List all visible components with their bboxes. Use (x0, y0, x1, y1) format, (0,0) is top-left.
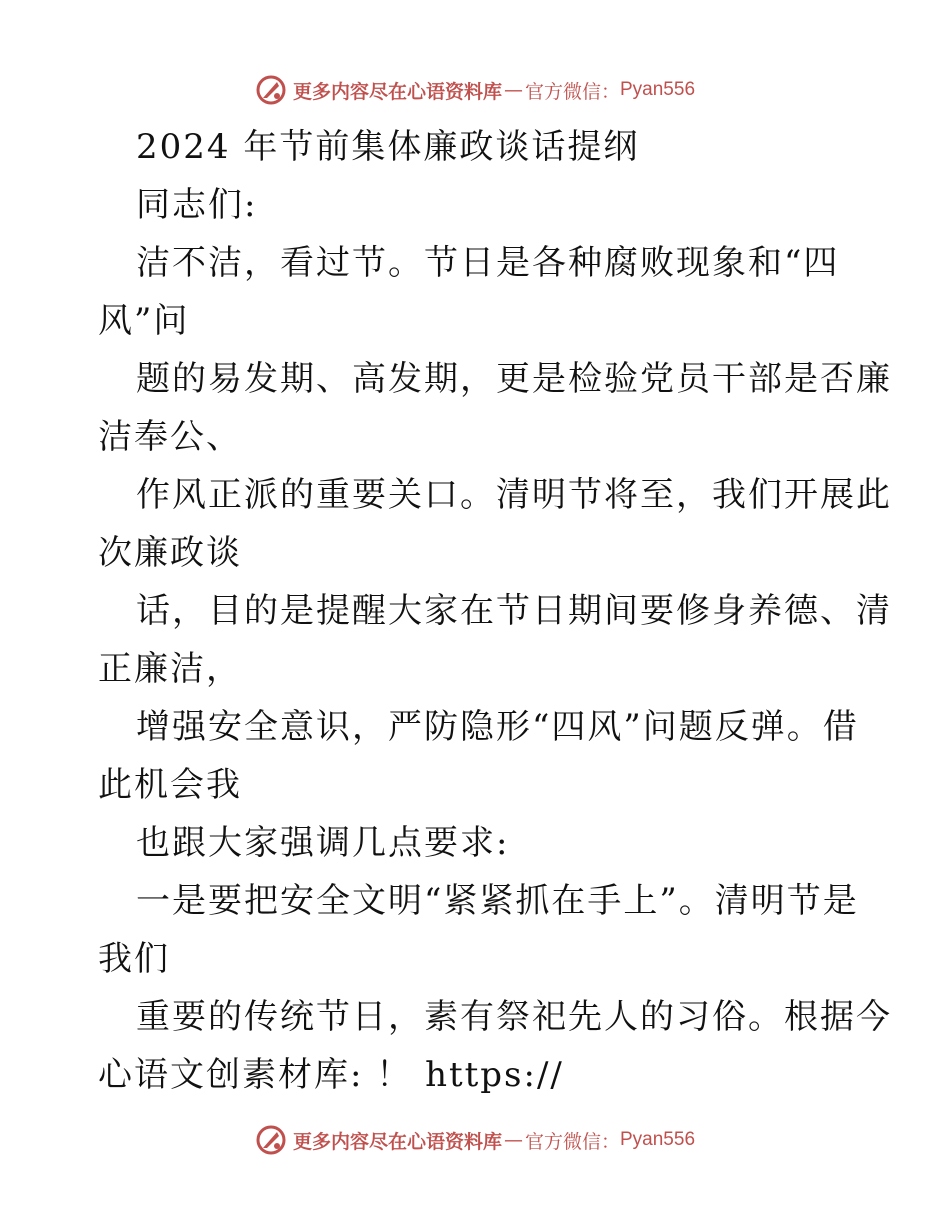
watermark-wechat-id: Pyan556 (620, 1129, 696, 1150)
watermark-site-name: 更多内容尽在心语资料库 (292, 1130, 502, 1153)
watermark-dash: — (503, 79, 523, 101)
text-line: 一是要把安全文明“紧紧抓在手上”。清明节是 (136, 881, 859, 921)
text-line: 风”问 (98, 301, 190, 341)
watermark-wechat-label: 官方微信： (524, 1130, 620, 1153)
text-line: 话，目的是提醒大家在节日期间要修身养德、清 (136, 591, 892, 631)
text-line: 次廉政谈 (98, 533, 242, 573)
text-line: 增强安全意识，严防隐形“四风”问题反弹。借 (136, 707, 859, 747)
text-line: 我们 (98, 939, 170, 979)
text-line: 作风正派的重要关口。清明节将至，我们开展此 (136, 475, 892, 515)
text-line: 2024 年节前集体廉政谈话提纲 (136, 127, 640, 167)
text-line: 也跟大家强调几点要求: (136, 823, 510, 863)
watermark-site-name: 更多内容尽在心语资料库 (292, 80, 502, 103)
text-line: 此机会我 (98, 765, 242, 805)
watermark-wechat-id: Pyan556 (620, 79, 696, 100)
text-line: 同志们: (136, 185, 258, 225)
text-line: 洁奉公、 (98, 417, 242, 457)
text-line: 洁不洁，看过节。节日是各种腐败现象和“四 (136, 243, 840, 283)
text-line: 重要的传统节日，素有祭祀先人的习俗。根据今 (136, 997, 892, 1037)
header-watermark (0, 70, 950, 110)
text-line: 心语文创素材库: ！ https:// (98, 1055, 564, 1095)
text-line: 题的易发期、高发期，更是检验党员干部是否廉 (136, 359, 892, 399)
text-line: 正廉洁， (98, 649, 242, 689)
watermark-dash: — (503, 1129, 523, 1151)
quill-logo-icon (255, 1124, 287, 1156)
document-body (98, 118, 892, 1104)
quill-logo-icon (255, 74, 287, 106)
footer-watermark (0, 1120, 950, 1160)
watermark-wechat-label: 官方微信： (524, 80, 620, 103)
